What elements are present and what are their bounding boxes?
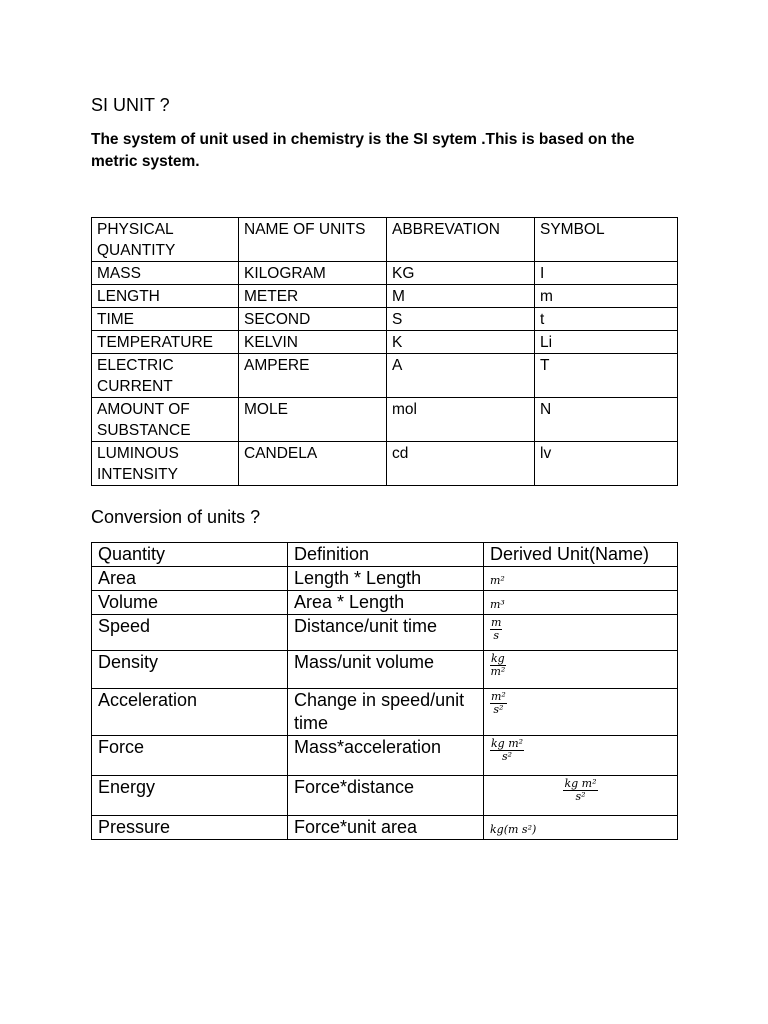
si-units-table [91,217,678,486]
unit-cell [484,689,678,736]
table-cell: Mass*acceleration [288,736,484,776]
table-row [92,354,678,398]
unit-formula [490,617,502,642]
table-cell: KILOGRAM [239,262,387,285]
unit-denominator: s² [501,750,513,763]
table-cell: t [535,308,678,331]
table-cell: TEMPERATURE [92,331,239,354]
table-cell: Mass/unit volume [288,651,484,689]
header-definition: Definition [288,543,484,567]
table-cell: mol [387,398,535,442]
table-cell: Pressure [92,816,288,840]
table-row [92,615,678,651]
intro-paragraph: The system of unit used in chemistry is the SI sytem .This is based on the metric system. [91,131,635,170]
table-cell: Force*unit area [288,816,484,840]
table-cell: Length * Length [288,567,484,591]
header-quantity: Quantity [92,543,288,567]
header-physical-quantity: PHYSICAL QUANTITY [92,218,239,262]
table-cell: T [535,354,678,398]
unit-cell [484,816,678,840]
table-cell: Energy [92,776,288,816]
table-cell: Force*distance [288,776,484,816]
table-cell: AMOUNT OF SUBSTANCE [92,398,239,442]
unit-cell [484,776,678,816]
table-row [92,567,678,591]
table-cell: A [387,354,535,398]
table-cell: CANDELA [239,442,387,486]
table-row [92,651,678,689]
table-row [92,591,678,615]
table-cell: Area [92,567,288,591]
unit-cell [484,651,678,689]
table-cell: lv [535,442,678,486]
unit-numerator: m² [491,690,506,703]
unit-numerator: kg [491,652,505,665]
table-cell: KG [387,262,535,285]
header-symbol: SYMBOL [535,218,678,262]
table-cell: N [535,398,678,442]
unit-formula: m² [490,574,505,587]
unit-numerator: kg m² [564,777,597,790]
table-header-row [92,218,678,262]
conversion-heading: Conversion of units ? [91,507,261,527]
unit-formula [490,653,506,678]
table-cell: LENGTH [92,285,239,308]
unit-formula [490,691,507,716]
table-cell: Acceleration [92,689,288,736]
unit-numerator: m [491,616,502,629]
table-cell: ELECTRIC CURRENT [92,354,239,398]
table-cell: Speed [92,615,288,651]
unit-formula: kg(m s²) [490,823,537,836]
table-cell: K [387,331,535,354]
si-unit-heading: SI UNIT ? [91,95,170,115]
table-cell: m [535,285,678,308]
table-cell: Density [92,651,288,689]
table-row [92,816,678,840]
table-cell: MOLE [239,398,387,442]
unit-numerator: kg m² [491,737,524,750]
unit-cell [484,736,678,776]
table-cell: MASS [92,262,239,285]
table-cell: TIME [92,308,239,331]
table-cell: I [535,262,678,285]
header-name-of-units: NAME OF UNITS [239,218,387,262]
unit-cell [484,567,678,591]
unit-denominator: s² [493,703,504,716]
table-cell: Force [92,736,288,776]
unit-denominator: m² [490,665,506,678]
table-row [92,398,678,442]
header-derived-unit: Derived Unit(Name) [484,543,678,567]
table-cell: Change in speed/unit time [288,689,484,736]
table-row [92,776,678,816]
table-cell: AMPERE [239,354,387,398]
table-cell: Volume [92,591,288,615]
unit-cell [484,591,678,615]
table-header-row [92,543,678,567]
table-cell: M [387,285,535,308]
table-row [92,331,678,354]
unit-formula: m³ [490,598,505,611]
unit-formula [563,778,597,803]
unit-formula [490,738,524,763]
table-cell: METER [239,285,387,308]
table-row [92,689,678,736]
unit-denominator: s² [575,790,586,803]
table-row [92,308,678,331]
header-abbrevation: ABBREVATION [387,218,535,262]
unit-cell [484,615,678,651]
unit-denominator: s [493,629,500,642]
table-cell: SECOND [239,308,387,331]
table-row [92,442,678,486]
table-row [92,285,678,308]
table-cell: S [387,308,535,331]
table-cell: KELVIN [239,331,387,354]
conversion-table [91,542,678,840]
table-cell: Li [535,331,678,354]
table-cell: LUMINOUS INTENSITY [92,442,239,486]
table-row [92,262,678,285]
table-cell: Distance/unit time [288,615,484,651]
table-cell: Area * Length [288,591,484,615]
table-row [92,736,678,776]
table-cell: cd [387,442,535,486]
